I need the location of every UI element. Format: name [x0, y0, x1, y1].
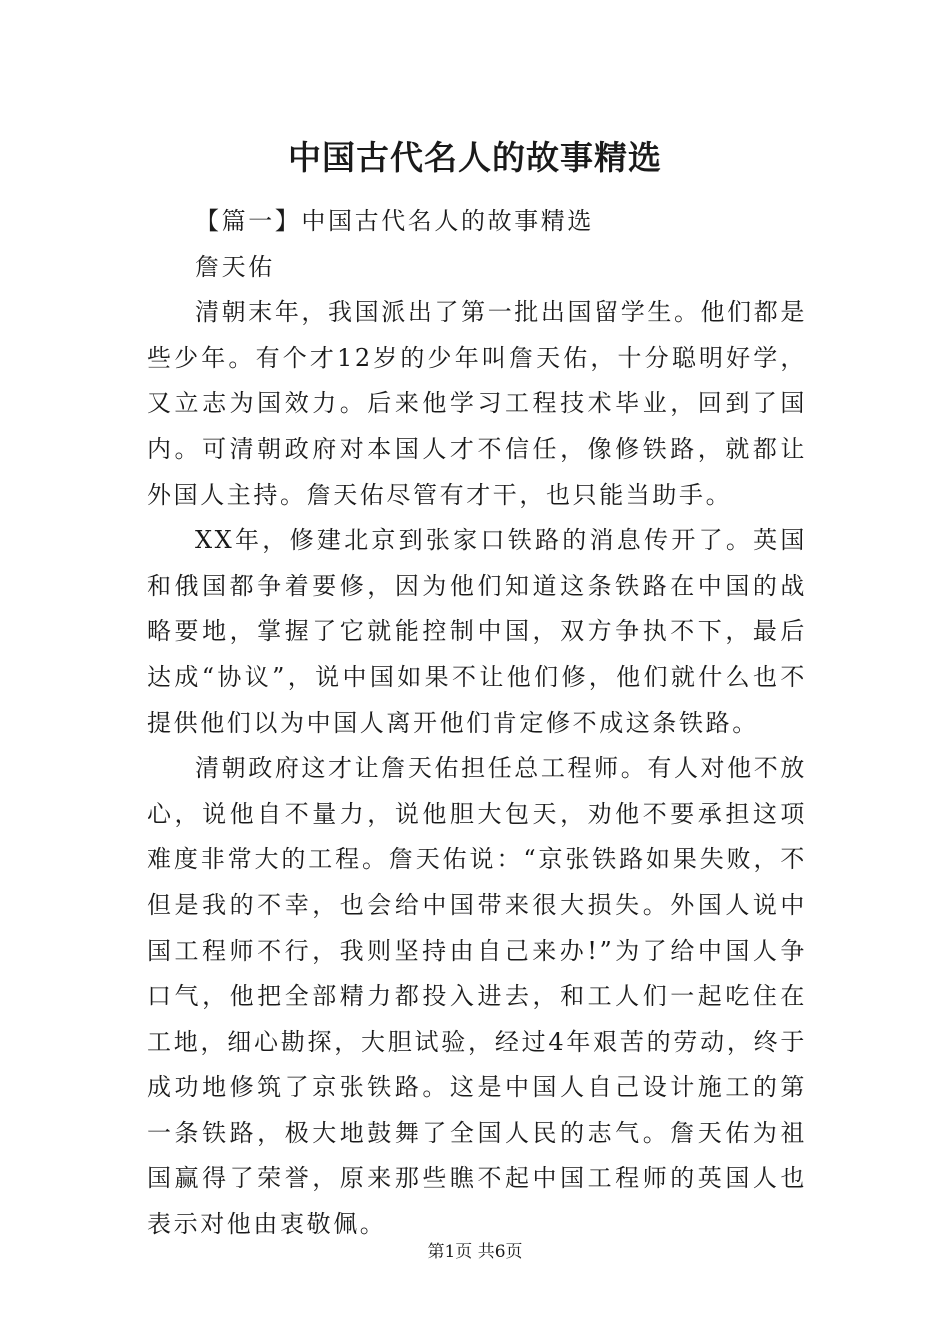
paragraph: 清朝末年，我国派出了第一批出国留学生。他们都是些少年。有个才12岁的少年叫詹天佑，十分聪明好学，又立志为国效力。后来他学习工程技术毕业，回到了国内。可清朝政府对本国人才不信任，像修铁路，就都让外国人主持。詹天佑尽管有才干，也只能当助手。: [147, 298, 807, 509]
paragraph: 清朝政府这才让詹天佑担任总工程师。有人对他不放心，说他自不量力，说他胆大包天，劝他不要承担这项难度非常大的工程。詹天佑说：“京张铁路如果失败，不但是我的不幸，也会给中国带来很大损失。外国人说中国工程师不行，我则坚持由自己来办!”为了给中国人争口气，他把全部精力都投入进去，和工人们一起吃住在工地，细心勘探，大胆试验，经过4年艰苦的劳动，终于成功地修筑了京张铁路。这是中国人自己设计施工的第一条铁路，极大地鼓舞了全国人民的志气。詹天佑为祖国赢得了荣誉，原来那些瞧不起中国工程师的英国人也表示对他由衷敬佩。: [147, 754, 807, 1239]
section-heading: 【篇一】中国古代名人的故事精选: [195, 207, 594, 235]
page-number: 第1页 共6页: [427, 1242, 523, 1262]
document-body: [147, 199, 807, 1248]
paragraph: XX年，修建北京到张家口铁路的消息传开了。英国和俄国都争着要修，因为他们知道这条铁路在中国的战略要地，掌握了它就能控制中国，双方争执不下，最后达成“协议”，说中国如果不让他们修，他们就什么也不提供他们以为中国人离开他们肯定修不成这条铁路。: [147, 526, 807, 737]
person-name: 詹天佑: [195, 252, 275, 281]
document-title: 中国古代名人的故事精选: [288, 138, 662, 177]
